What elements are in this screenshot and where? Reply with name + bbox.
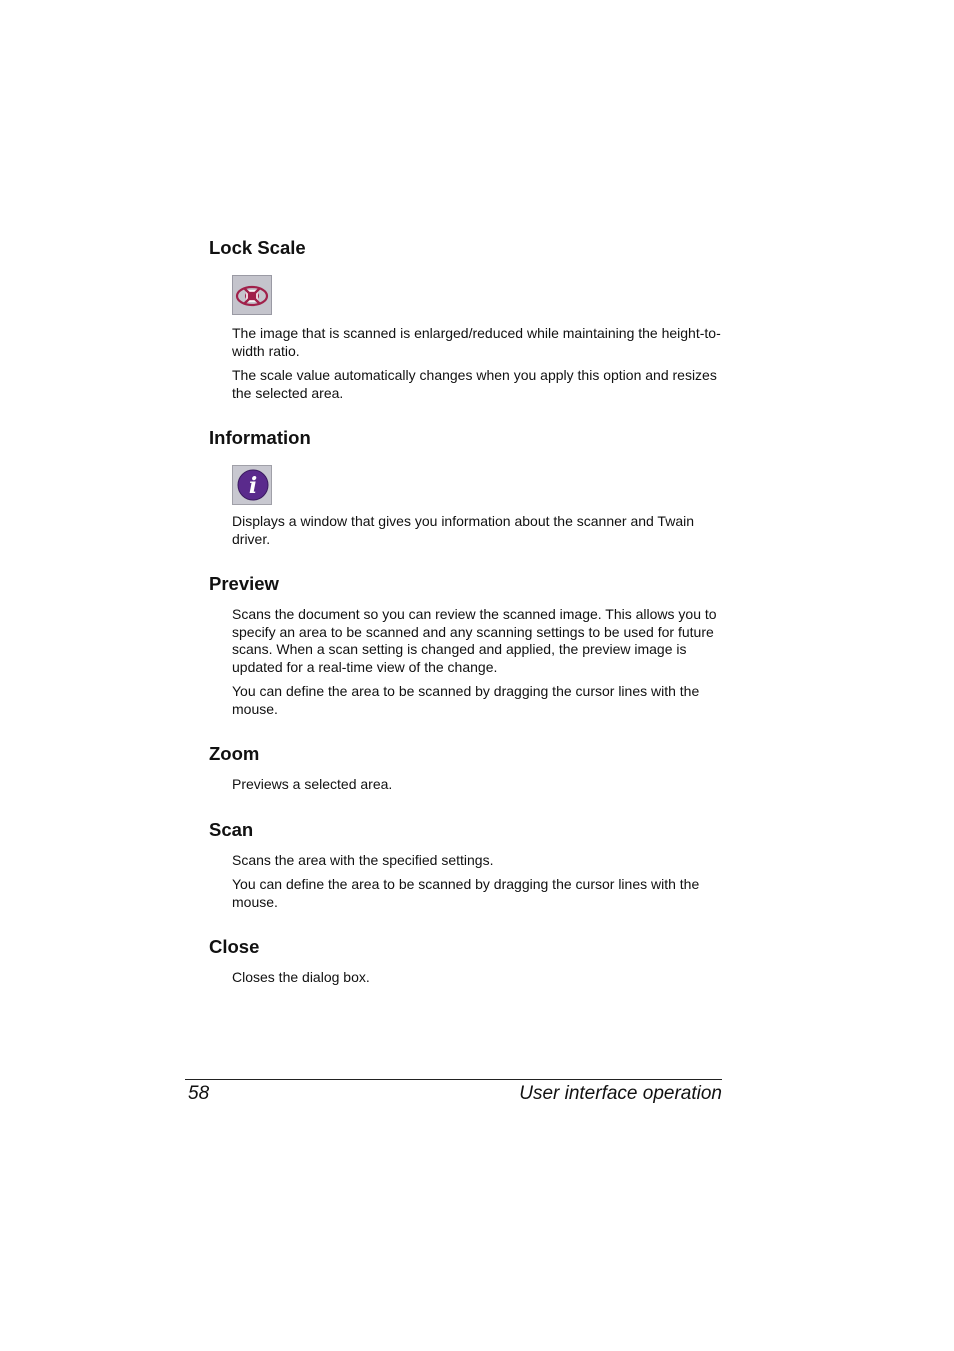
footer-divider	[185, 1079, 722, 1080]
information-paragraph-1: Displays a window that gives you information about the scanner and Twain driver.	[232, 513, 695, 547]
preview-paragraph-1: Scans the document so you can review the scanned image. This allows you to specify an area to be scanned and any scanning settings to be used for future scans. When a scan setting is changed and applied, the preview image is updated for a real-time view of the change.	[232, 606, 717, 675]
close-paragraph-1: Closes the dialog box.	[232, 969, 370, 985]
zoom-paragraph-1: Previews a selected area.	[232, 776, 393, 792]
lock-scale-icon-graphic	[233, 276, 271, 314]
information-icon	[232, 465, 272, 505]
scan-paragraph-1: Scans the area with the specified settings.	[232, 852, 494, 868]
scan-heading: Scan	[209, 819, 254, 840]
lock-scale-paragraph-1: The image that is scanned is enlarged/reduced while maintaining the height-to-width ratio.	[232, 325, 721, 359]
lock-scale-icon	[232, 275, 272, 315]
information-heading: Information	[209, 427, 311, 448]
lock-scale-paragraph-2: The scale value automatically changes when you apply this option and resizes the selected area.	[232, 367, 717, 401]
preview-paragraph-2: You can define the area to be scanned by dragging the cursor lines with the mouse.	[232, 683, 700, 717]
zoom-heading: Zoom	[209, 743, 260, 764]
chapter-title: User interface operation	[519, 1083, 722, 1104]
svg-text:i: i	[248, 473, 258, 499]
preview-heading: Preview	[209, 573, 279, 594]
scan-paragraph-2: You can define the area to be scanned by dragging the cursor lines with the mouse.	[232, 876, 700, 910]
page-number: 58	[188, 1083, 210, 1104]
lock-scale-heading: Lock Scale	[209, 237, 306, 258]
close-heading: Close	[209, 936, 260, 957]
information-icon-graphic	[233, 466, 271, 504]
